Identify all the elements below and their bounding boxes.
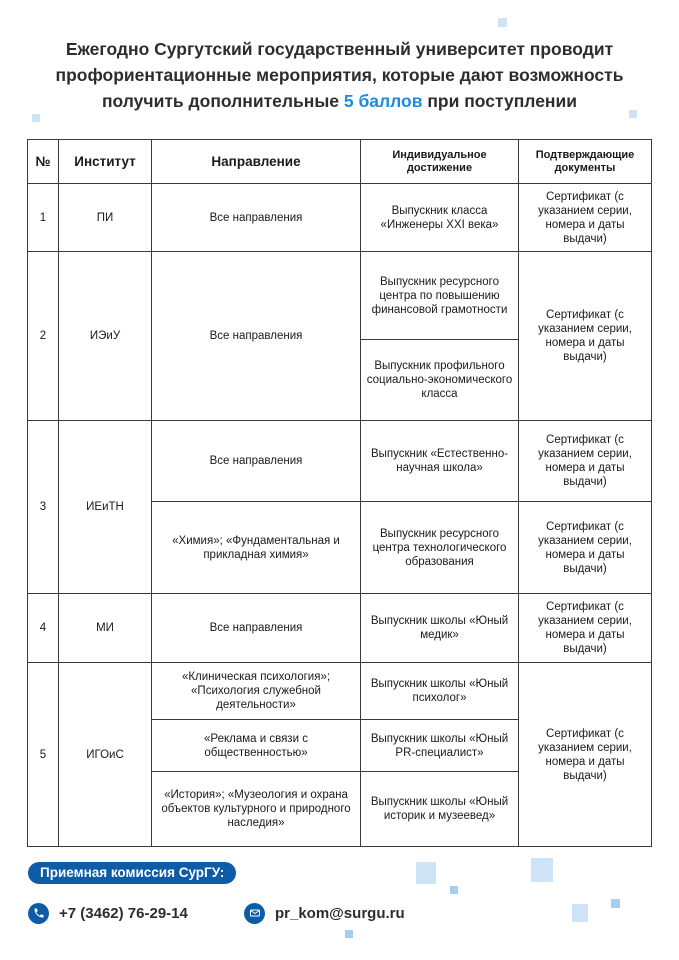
row-achievement: Выпускник школы «Юный психолог» bbox=[361, 663, 519, 720]
row-document: Сертификат (с указанием серии, номера и даты выдачи) bbox=[519, 663, 652, 847]
mail-icon bbox=[244, 903, 265, 924]
headline-accent-points: 5 баллов bbox=[343, 91, 423, 111]
headline-line-2: профориентационные мероприятия, которые дают возможность bbox=[55, 65, 624, 85]
row-number: 2 bbox=[28, 252, 59, 421]
decorative-square bbox=[416, 862, 436, 884]
row-direction: Все направления bbox=[152, 184, 361, 252]
table-row bbox=[28, 252, 652, 340]
row-document: Сертификат (с указанием серии, номера и даты выдачи) bbox=[519, 252, 652, 421]
row-number: 5 bbox=[28, 663, 59, 847]
decorative-square bbox=[498, 18, 507, 27]
row-achievement: Выпускник класса «Инженеры XXI века» bbox=[361, 184, 519, 252]
decorative-square bbox=[611, 899, 620, 908]
header-direction: Направление bbox=[152, 140, 361, 184]
row-achievement: Выпускник ресурсного центра по повышению финансовой грамотности bbox=[361, 252, 519, 340]
admissions-badge: Приемная комиссия СурГУ: bbox=[28, 862, 236, 884]
row-direction: Все направления bbox=[152, 421, 361, 502]
decorative-square bbox=[572, 904, 588, 922]
row-document: Сертификат (с указанием серии, номера и даты выдачи) bbox=[519, 594, 652, 663]
row-achievement: Выпускник «Естественно-научная школа» bbox=[361, 421, 519, 502]
header-number: № bbox=[28, 140, 59, 184]
row-institute: ИЕиТН bbox=[59, 421, 152, 594]
table-row bbox=[28, 184, 652, 252]
row-achievement: Выпускник профильного социально-экономического класса bbox=[361, 340, 519, 421]
table-header-row bbox=[28, 140, 652, 184]
row-direction: Все направления bbox=[152, 252, 361, 421]
row-achievement: Выпускник ресурсного центра технологического образования bbox=[361, 502, 519, 594]
email-address[interactable]: pr_kom@surgu.ru bbox=[275, 904, 405, 922]
row-achievement: Выпускник школы «Юный историк и музеевед» bbox=[361, 772, 519, 847]
decorative-square bbox=[531, 858, 553, 882]
row-document: Сертификат (с указанием серии, номера и даты выдачи) bbox=[519, 502, 652, 594]
row-number: 3 bbox=[28, 421, 59, 594]
row-achievement: Выпускник школы «Юный медик» bbox=[361, 594, 519, 663]
row-document: Сертификат (с указанием серии, номера и даты выдачи) bbox=[519, 421, 652, 502]
table-row bbox=[28, 594, 652, 663]
header-institute: Институт bbox=[59, 140, 152, 184]
row-document: Сертификат (с указанием серии, номера и даты выдачи) bbox=[519, 184, 652, 252]
phone-contact[interactable] bbox=[28, 902, 188, 924]
row-direction: «Клиническая психология»; «Психология служебной деятельности» bbox=[152, 663, 361, 720]
header-achievement: Индивидуальное достижение bbox=[361, 140, 519, 184]
row-number: 4 bbox=[28, 594, 59, 663]
row-achievement: Выпускник школы «Юный PR-специалист» bbox=[361, 720, 519, 772]
header-documents: Подтверждающие документы bbox=[519, 140, 652, 184]
email-contact[interactable] bbox=[244, 902, 405, 924]
row-institute: МИ bbox=[59, 594, 152, 663]
headline-line-3 bbox=[20, 88, 659, 114]
row-direction: «Реклама и связи с общественностью» bbox=[152, 720, 361, 772]
row-institute: ИЭиУ bbox=[59, 252, 152, 421]
row-direction: «История»; «Музеология и охрана объектов культурного и природного наследия» bbox=[152, 772, 361, 847]
decorative-square bbox=[345, 930, 353, 938]
phone-icon bbox=[28, 903, 49, 924]
row-number: 1 bbox=[28, 184, 59, 252]
table-row bbox=[28, 421, 652, 502]
achievements-table bbox=[27, 139, 652, 847]
phone-number[interactable]: +7 (3462) 76-29-14 bbox=[59, 904, 188, 922]
row-institute: ИГОиС bbox=[59, 663, 152, 847]
decorative-square bbox=[450, 886, 458, 894]
headline-line-3-end: при поступлении bbox=[427, 91, 578, 111]
headline-line-1: Ежегодно Сургутский государственный университет проводит bbox=[65, 39, 614, 59]
page-headline bbox=[20, 36, 659, 114]
table-row bbox=[28, 663, 652, 720]
headline-line-3-start: получить дополнительные bbox=[101, 91, 340, 111]
row-direction: «Химия»; «Фундаментальная и прикладная химия» bbox=[152, 502, 361, 594]
decorative-square bbox=[32, 114, 40, 122]
row-institute: ПИ bbox=[59, 184, 152, 252]
row-direction: Все направления bbox=[152, 594, 361, 663]
